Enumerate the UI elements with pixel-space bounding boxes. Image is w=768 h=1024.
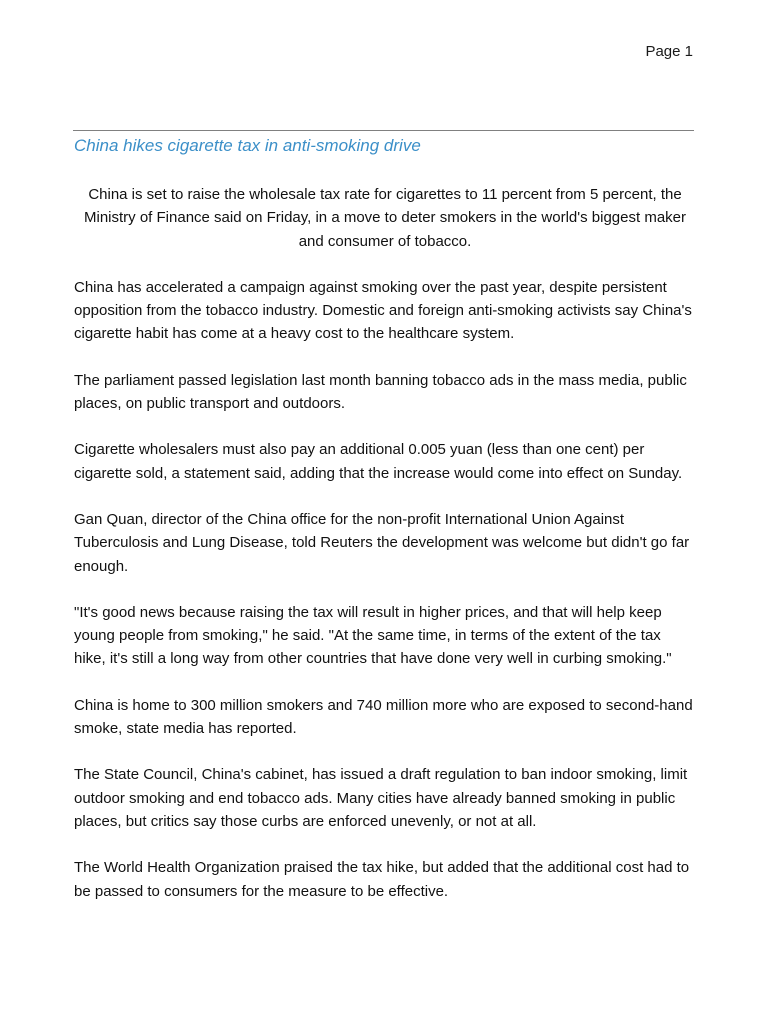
article-paragraph: "It's good news because raising the tax will result in higher prices, and that will help keep young people from smoking," he said. "At the same time, in terms of the extent of the tax hike, it's still a long way from other countries that have done very well in curbing smoking." xyxy=(74,603,672,668)
article-paragraph-lead: China is set to raise the wholesale tax rate for cigarettes to 11 percent from 5 percent, the Ministry of Finance said on Friday, in a move to deter smokers in the world's biggest maker and consumer of tobacco. xyxy=(84,186,686,250)
article-paragraph: The World Health Organization praised the tax hike, but added that the additional cost had to be passed to consumers for the measure to be effective. xyxy=(74,859,690,900)
article-paragraph: Gan Quan, director of the China office for the non-profit International Union Against Tuberculosis and Lung Disease, told Reuters the development was welcome but didn't go far enough. xyxy=(74,510,690,575)
article-paragraph: The parliament passed legislation last month banning tobacco ads in the mass media, public places, on public transport and outdoors. xyxy=(74,371,687,413)
page-number: Page 1 xyxy=(645,43,693,60)
article-paragraph: Cigarette wholesalers must also pay an additional 0.005 yuan (less than one cent) per cigarette sold, a statement said, adding that the increase would come into effect on Sunday. xyxy=(74,441,683,482)
article-paragraph: The State Council, China's cabinet, has issued a draft regulation to ban indoor smoking, limit outdoor smoking and end tobacco ads. Many cities have already banned smoking in public places, but critics say those curbs are enforced unevenly, or not at all. xyxy=(74,766,688,830)
article-paragraph: China has accelerated a campaign against smoking over the past year, despite persistent opposition from the tobacco industry. Domestic and foreign anti-smoking activists say China's cigarette habit has come at a heavy cost to the healthcare system. xyxy=(74,278,692,343)
article-paragraph: China is home to 300 million smokers and 740 million more who are exposed to second-hand smoke, state media has reported. xyxy=(74,696,693,738)
header-rule xyxy=(73,130,694,131)
article-headline: China hikes cigarette tax in anti-smoking drive xyxy=(74,136,421,155)
article-body xyxy=(74,183,696,926)
